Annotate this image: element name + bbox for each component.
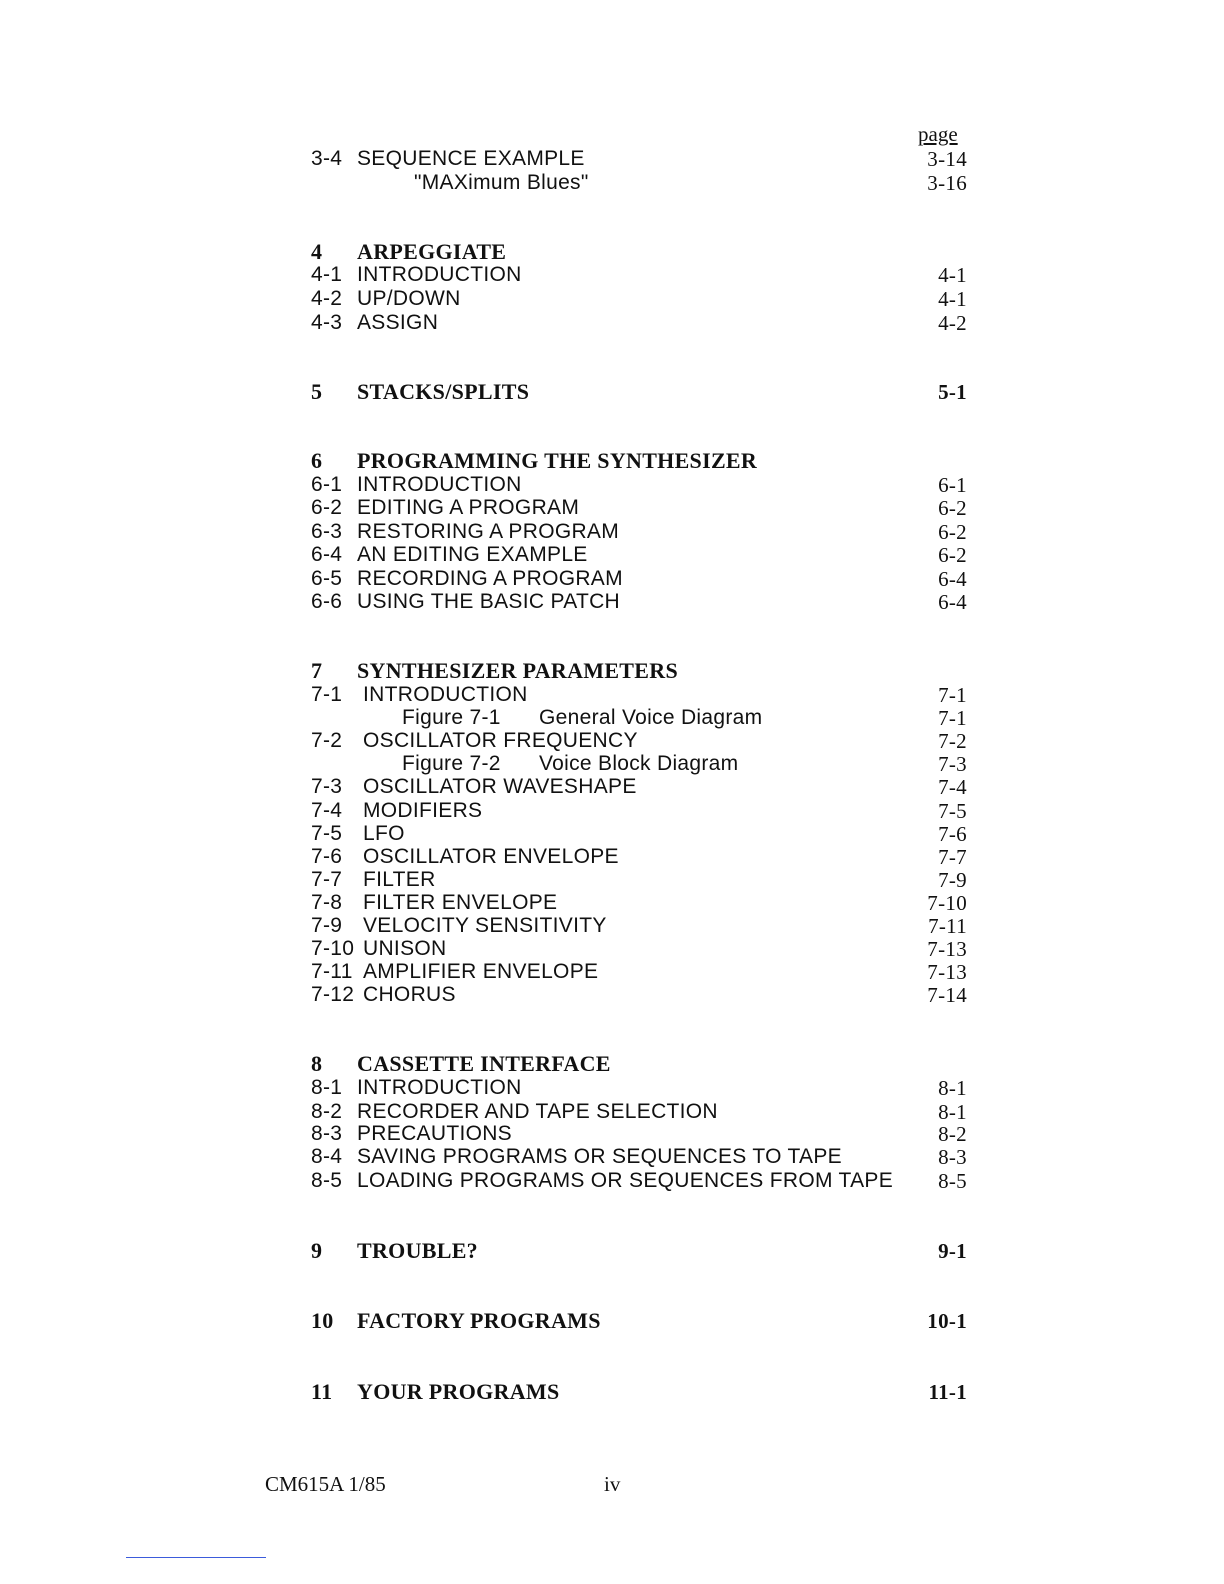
toc-page-number: 8-1 [938, 1076, 967, 1100]
toc-chapter-heading [311, 659, 967, 683]
toc-title: STACKS/SPLITS [357, 379, 530, 404]
toc-title: SYNTHESIZER PARAMETERS [357, 658, 678, 683]
toc-title: ARPEGGIATE [357, 239, 507, 264]
toc-page-number: 7-3 [938, 752, 967, 776]
toc-number: 6 [311, 448, 323, 473]
toc-number: 6-6 [311, 590, 343, 613]
toc-title: FILTER ENVELOPE [363, 891, 558, 914]
toc-entry [311, 891, 967, 915]
toc-page-number: 7-10 [927, 891, 967, 915]
toc-title: TROUBLE? [357, 1238, 478, 1263]
toc-title: EDITING A PROGRAM [357, 496, 580, 519]
toc-title: CHORUS [363, 983, 456, 1006]
toc-number: 8 [311, 1051, 323, 1076]
toc-title: INTRODUCTION [357, 1076, 522, 1099]
toc-page-number: 6-2 [938, 496, 967, 520]
toc-title: FACTORY PROGRAMS [357, 1308, 601, 1333]
toc-number: 7-3 [311, 775, 343, 798]
toc-entry [311, 868, 967, 892]
toc-page-number: 7-9 [938, 868, 967, 892]
toc-number: 10 [311, 1308, 334, 1333]
toc-page-number: 7-5 [938, 799, 967, 823]
toc-entry [311, 983, 967, 1007]
toc-number: 7-2 [311, 729, 343, 752]
toc-title: SEQUENCE EXAMPLE [357, 147, 585, 170]
toc-title: LFO [363, 822, 405, 845]
toc-title: PROGRAMMING THE SYNTHESIZER [357, 448, 758, 473]
toc-entry [311, 960, 967, 984]
toc-page-number: 6-4 [938, 567, 967, 591]
toc-page-number: 8-1 [938, 1100, 967, 1124]
toc-page-number: 7-13 [927, 937, 967, 961]
toc-title: OSCILLATOR ENVELOPE [363, 845, 619, 868]
toc-number: 3-4 [311, 147, 343, 170]
toc-number: 8-2 [311, 1100, 343, 1123]
toc-title: RECORDER AND TAPE SELECTION [357, 1100, 718, 1123]
toc-number: 8-5 [311, 1169, 343, 1192]
toc-page-number: 3-14 [927, 147, 967, 171]
toc-title: AMPLIFIER ENVELOPE [363, 960, 599, 983]
toc-entry [311, 590, 967, 614]
toc-entry [311, 1100, 967, 1124]
toc-page-number: 5-1 [938, 380, 967, 404]
toc-page-number: 4-2 [938, 311, 967, 335]
toc-subtitle: "MAXimum Blues" [414, 171, 589, 194]
toc-title: VELOCITY SENSITIVITY [363, 914, 607, 937]
toc-entry [311, 1076, 967, 1100]
toc-number: 4-2 [311, 287, 343, 310]
toc-entry [311, 937, 967, 961]
toc-number: 7-6 [311, 845, 343, 868]
toc-entry [311, 171, 967, 195]
toc-page-number: 7-13 [927, 960, 967, 984]
toc-title: UP/DOWN [357, 287, 461, 310]
divider [126, 1557, 266, 1558]
toc-title: OSCILLATOR FREQUENCY [363, 729, 638, 752]
toc-title: YOUR PROGRAMS [357, 1379, 560, 1404]
toc-entry [311, 287, 967, 311]
toc-page-number: 3-16 [927, 171, 967, 195]
toc-entry [311, 752, 967, 776]
toc-page-number: 9-1 [938, 1239, 967, 1263]
toc-number: 6-1 [311, 473, 343, 496]
toc-title: INTRODUCTION [357, 473, 522, 496]
toc-page-number: 7-11 [928, 914, 967, 938]
toc-title: LOADING PROGRAMS OR SEQUENCES FROM TAPE [357, 1169, 894, 1192]
toc-number: 7-12 [311, 983, 355, 1006]
toc-chapter-heading [311, 1380, 967, 1404]
toc-title: SAVING PROGRAMS OR SEQUENCES TO TAPE [357, 1145, 842, 1168]
toc-page-number: 7-1 [938, 683, 967, 707]
toc-entry [311, 520, 967, 544]
toc-entry [311, 914, 967, 938]
toc-title: FILTER [363, 868, 436, 891]
toc-page-number: 6-4 [938, 590, 967, 614]
toc-number: 6-2 [311, 496, 343, 519]
toc-number: 4-1 [311, 263, 343, 286]
toc-page-number: 8-5 [938, 1169, 967, 1193]
toc-number: 7-8 [311, 891, 343, 914]
document-id: CM615A 1/85 [265, 1472, 386, 1496]
toc-number: 8-1 [311, 1076, 343, 1099]
toc-chapter-heading [311, 240, 967, 264]
toc-page-number: 7-2 [938, 729, 967, 753]
toc-number: 4 [311, 239, 323, 264]
figure-title: Voice Block Diagram [539, 752, 739, 775]
toc-page-number: 10-1 [927, 1309, 967, 1333]
toc-entry [311, 845, 967, 869]
toc-chapter-heading [311, 449, 967, 473]
toc-chapter-heading [311, 1309, 967, 1333]
toc-number: 5 [311, 379, 323, 404]
toc-page-number: 8-3 [938, 1145, 967, 1169]
toc-title: USING THE BASIC PATCH [357, 590, 621, 613]
toc-title: RESTORING A PROGRAM [357, 520, 620, 543]
toc-page-number: 6-2 [938, 543, 967, 567]
toc-entry [311, 543, 967, 567]
toc-title: CASSETTE INTERFACE [357, 1051, 611, 1076]
toc-page-number: 4-1 [938, 287, 967, 311]
toc-number: 7-4 [311, 799, 343, 822]
toc-entry [311, 822, 967, 846]
page-number: iv [604, 1472, 621, 1496]
toc-chapter-heading [311, 1052, 967, 1076]
toc-title: INTRODUCTION [363, 683, 528, 706]
toc-entry [311, 683, 967, 707]
toc-entry [311, 1169, 967, 1193]
toc-entry [311, 706, 967, 730]
toc-title: PRECAUTIONS [357, 1122, 512, 1145]
toc-page-number: 7-4 [938, 775, 967, 799]
toc-number: 7-1 [311, 683, 343, 706]
toc-entry [311, 799, 967, 823]
toc-entry [311, 263, 967, 287]
toc-entry [311, 1122, 967, 1146]
toc-page-number: 6-2 [938, 520, 967, 544]
toc-chapter-heading [311, 1239, 967, 1263]
toc-page-number: 7-1 [938, 706, 967, 730]
toc-page-number: 11-1 [928, 1380, 967, 1404]
toc-number: 9 [311, 1238, 323, 1263]
toc-entry [311, 473, 967, 497]
toc-entry [311, 775, 967, 799]
toc-number: 7 [311, 658, 323, 683]
toc-entry [311, 729, 967, 753]
toc-title: ASSIGN [357, 311, 439, 334]
toc-title: AN EDITING EXAMPLE [357, 543, 588, 566]
toc-title: RECORDING A PROGRAM [357, 567, 623, 590]
figure-title: General Voice Diagram [539, 706, 763, 729]
toc-number: 8-4 [311, 1145, 343, 1168]
toc-number: 7-7 [311, 868, 343, 891]
figure-label: Figure 7-1 [402, 706, 501, 729]
toc-page-number: 4-1 [938, 263, 967, 287]
toc-page-number: 6-1 [938, 473, 967, 497]
toc-entry [311, 311, 967, 335]
toc-title: MODIFIERS [363, 799, 483, 822]
toc-number: 7-10 [311, 937, 355, 960]
toc-number: 7-11 [311, 960, 353, 983]
toc-entry [311, 1145, 967, 1169]
toc-entry [311, 567, 967, 591]
figure-label: Figure 7-2 [402, 752, 501, 775]
toc-page-number: 7-7 [938, 845, 967, 869]
toc-number: 6-4 [311, 543, 343, 566]
toc-chapter-heading [311, 380, 967, 404]
toc-number: 11 [311, 1379, 333, 1404]
toc-page-number: 7-14 [927, 983, 967, 1007]
toc-title: UNISON [363, 937, 447, 960]
page-column-label: page [918, 122, 958, 146]
toc-number: 6-5 [311, 567, 343, 590]
toc-entry [311, 147, 967, 171]
toc-title: OSCILLATOR WAVESHAPE [363, 775, 637, 798]
toc-number: 6-3 [311, 520, 343, 543]
toc-number: 7-5 [311, 822, 343, 845]
toc-number: 8-3 [311, 1122, 343, 1145]
toc-title: INTRODUCTION [357, 263, 522, 286]
toc-number: 7-9 [311, 914, 343, 937]
toc-entry [311, 496, 967, 520]
toc-number: 4-3 [311, 311, 343, 334]
toc-page-number: 7-6 [938, 822, 967, 846]
toc-page-number: 8-2 [938, 1122, 967, 1146]
